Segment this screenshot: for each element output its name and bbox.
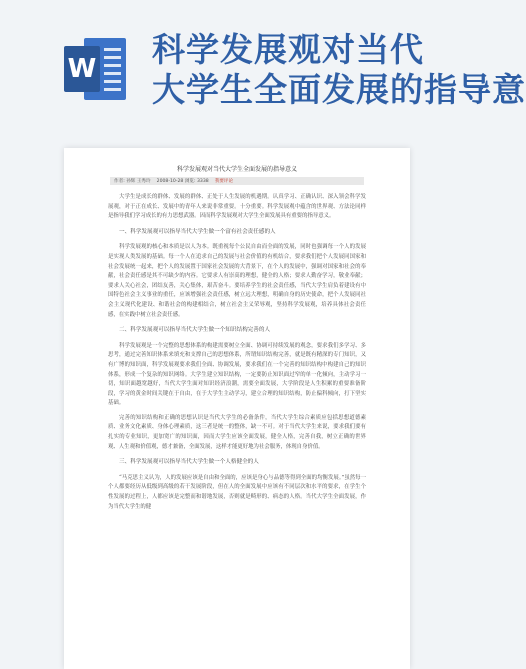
meta-date: 2008-10-28 浏览: 3338 (156, 179, 209, 184)
section-heading: 三、科学发展观可以指导当代大学生做一个人格健全的人 (119, 459, 259, 466)
banner-title-line1: 科学发展观对当代 (152, 30, 424, 69)
document-preview (64, 148, 410, 669)
paragraph: 科学发展观的核心和本质是以人为本。既重视每个公民自由而全面的发展，同时也强调每一个人的发展是实现人类发展的基础。每一个人在追求自己的发展与社会价值的有机结合，要求我们把个人发展同国家和社会发展统一起来，把个人的发展置于国家社会发展的大背景下，在个人的发展中，强调对国家和社会的奉献，社会责任感是其不可缺少的内容。它要求人有崇高的理想，健全的人格；要求人勤奋学习，敬业奉献；要求人关心社会，团结友善，关心集体，艰苦奋斗。要培养学生的社会责任感，当代大学生肩负着建设有中国特色社会主义事业的重任，应该增强社会责任感，树立远大理想，明确自身的历史使命，把个人发展同社会主义现代化建设、和谐社会的构建相结合，树立社会主义荣辱观，坚持科学发展观，培养具体社会责任感，在实践中树立社会责任感。 (108, 244, 366, 318)
word-icon (64, 38, 126, 100)
meta-author: 作者: 孙辉 王秀玲 (114, 179, 151, 184)
document-title: 科学发展观对当代大学生全面发展的指导意义 (176, 166, 297, 173)
meta-bar (110, 177, 364, 185)
banner (0, 0, 526, 118)
document-body (108, 193, 366, 512)
banner-title-line2: 大学生全面发展的指导意 (152, 70, 526, 109)
section-heading: 二、科学发展观可以指导当代大学生做一个知识结构完善的人 (119, 327, 271, 334)
banner-title (152, 30, 526, 110)
section-heading: 一、科学发展观可以指导当代大学生做一个富有社会责任感的人 (119, 228, 276, 235)
paragraph: 完善的知识结构和正确的思想认识是当代大学生的必备条件，当代大学生综合素质应包括思想道德素质、业务文化素质、身体心理素质，这三者是统一的整体，缺一不可。对于当代大学生来说，要求我们要有扎实的专业知识，更加宽广的知识面，因而大学生应该全面发展，健全人格，完善自我，树立正确的世界观、人生观和价值观，德才兼备，全面发展，这样才能更好地为社会服务，体现自身价值。 (108, 414, 366, 450)
paragraph: “马克思主义认为，人的发展应该是自由和全面的，应该是身心与品德等得到全面的均衡发展。”虽然每一个人都要经历从低级到高级的若干发展阶段，但在人的全面发展中应该有不同层次和水平的要求，在学生个性发展的过程上，人都应该是完整而和谐地发展，否则就是畸形的、病态的人格。当代大学生全面发展，作为当代大学生的健 (108, 474, 366, 510)
paragraph: 科学发展观是一个完整的思想体系的构建需要树立全面、协调可持续发展的观念，要求我们多学习、多思考，通过完善知识体系来填充和支撑自己的思想体系，所谓知识结构完善，就是既有精深的专门知识，又有广博的知识面，科学发展观要求我们全面、协调发展，要求我们在一个完善的知识结构中构建自己的知识体系，形成一个复杂的知识网络。大学生建立知识结构，一定要防止知识面过窄的单一化倾向，主动学习一切，知识面越宽越好，当代大学生面对知识经济浪潮，需要全面发展，大学阶段是人生积累的重要准备阶段，学习的黄金时间关键在于自由，在于大学生主动学习，建立合理的知识结构，防止偏科倾向，打下坚实基础。 (108, 342, 366, 407)
meta-comment-link[interactable]: 我要评论 (214, 179, 234, 184)
paragraph: 大学生是成长的群体、发展的群体、正处于人生发展的机遇期。认真学习、正确认识、深入领会科学发展观，对于正在成长、发展中的青年人来说非常重要。十分重要。科学发展观中蕴含的世界观、方法论同样是指导我们学习成长的有力思想武器。因而科学发展观对大学生全面发展具有重要的指导意义。 (108, 194, 366, 220)
word-letter: W (64, 46, 100, 92)
